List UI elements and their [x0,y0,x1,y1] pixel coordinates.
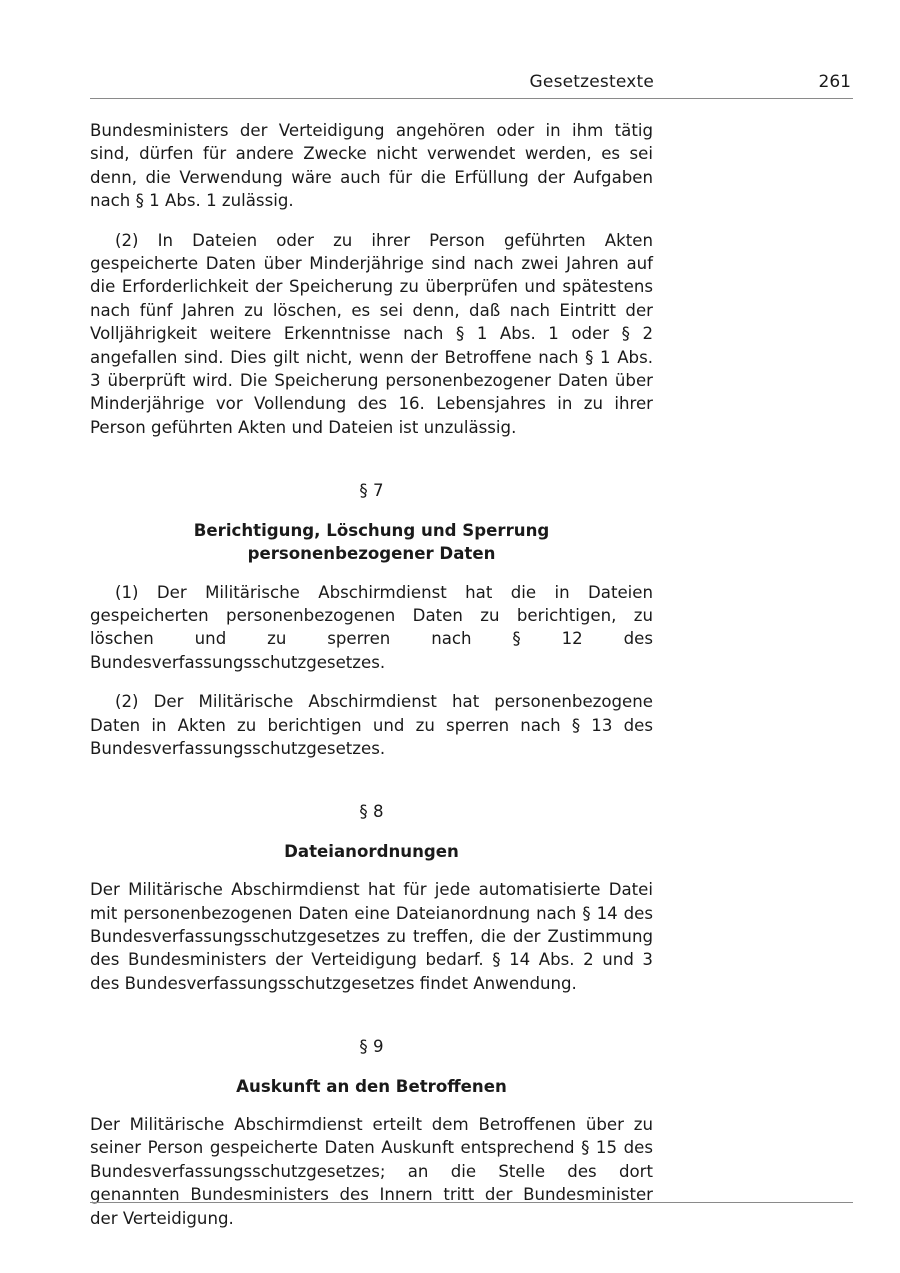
page-header [90,70,853,99]
section-7-title-line-1: Berichtigung, Löschung und Sperrung [193,520,550,540]
section-8-number: § 8 [359,802,384,822]
page-body [90,119,653,1246]
section-7-title [90,519,653,566]
section-9-title: Auskunft an den Betroffenen [236,1076,507,1096]
section-9-paragraph-1: Der Militärische Abschirmdienst erteilt dem Betroffenen über zu seiner Person gespeicherte Daten Auskunft entsprechend § 15 des Bundesverfassungsschutzgesetzes; an die Stelle des dort genannten Bundesministers des Innern tritt der Bundesminister der Verteidigung. [90,1115,653,1228]
page-number: 261 [818,72,851,92]
section-7-title-line-2: personenbezogener Daten [247,544,496,564]
paragraph-continued: Bundesministers der Verteidigung angehören oder in ihm tätig sind, dürfen für andere Zwecke nicht verwendet werden, es sei denn, die Verwendung wäre auch für die Erfüllung der Aufgaben nach § 1 Abs. 1 zulässig. [90,121,653,211]
section-7-number: § 7 [359,481,384,501]
section-9-number: § 9 [359,1037,384,1057]
paragraph-6-2: (2) In Dateien oder zu ihrer Person geführten Akten gespeicherte Daten über Minderjährige sind nach zwei Jahren auf die Erforderlichkeit der Speicherung zu überprüfen und spätestens nach fünf Jahren zu löschen, es sei denn, daß nach Eintritt der Volljährigkeit weitere Erkenntnisse nach § 1 Abs. 1 oder § 2 angefallen sind. Dies gilt nicht, wenn der Betroffene nach § 1 Abs. 3 überprüft wird. Die Speicherung personenbezogener Daten über Minderjährige vor Vollendung des 16. Lebensjahres in zu ihrer Person geführten Akten und Dateien ist unzulässig. [90,230,653,437]
running-title: Gesetzestexte [529,72,654,92]
section-7-paragraph-2: (2) Der Militärische Abschirmdienst hat personenbezogene Daten in Akten zu berichtigen und zu sperren nach § 13 des Bundesverfassungsschutzgesetzes. [90,692,653,758]
section-8-title: Dateianordnungen [284,841,459,861]
section-7-paragraph-1: (1) Der Militärische Abschirmdienst hat die in Dateien gespeicherten personenbezogenen Daten zu berichtigen, zu löschen und zu sperren nach § 12 des Bundesverfassungsschutzgesetzes. [90,582,653,672]
footer-rule [90,1202,853,1203]
section-8-paragraph-1: Der Militärische Abschirmdienst hat für jede automatisierte Datei mit personenbezogenen Daten eine Dateianordnung nach § 14 des Bundesverfassungsschutzgesetzes zu treffen, die der Zustimmung des Bundesministers der Verteidigung bedarf. § 14 Abs. 2 und 3 des Bundesverfassungsschutzgesetzes findet Anwendung. [90,880,653,993]
